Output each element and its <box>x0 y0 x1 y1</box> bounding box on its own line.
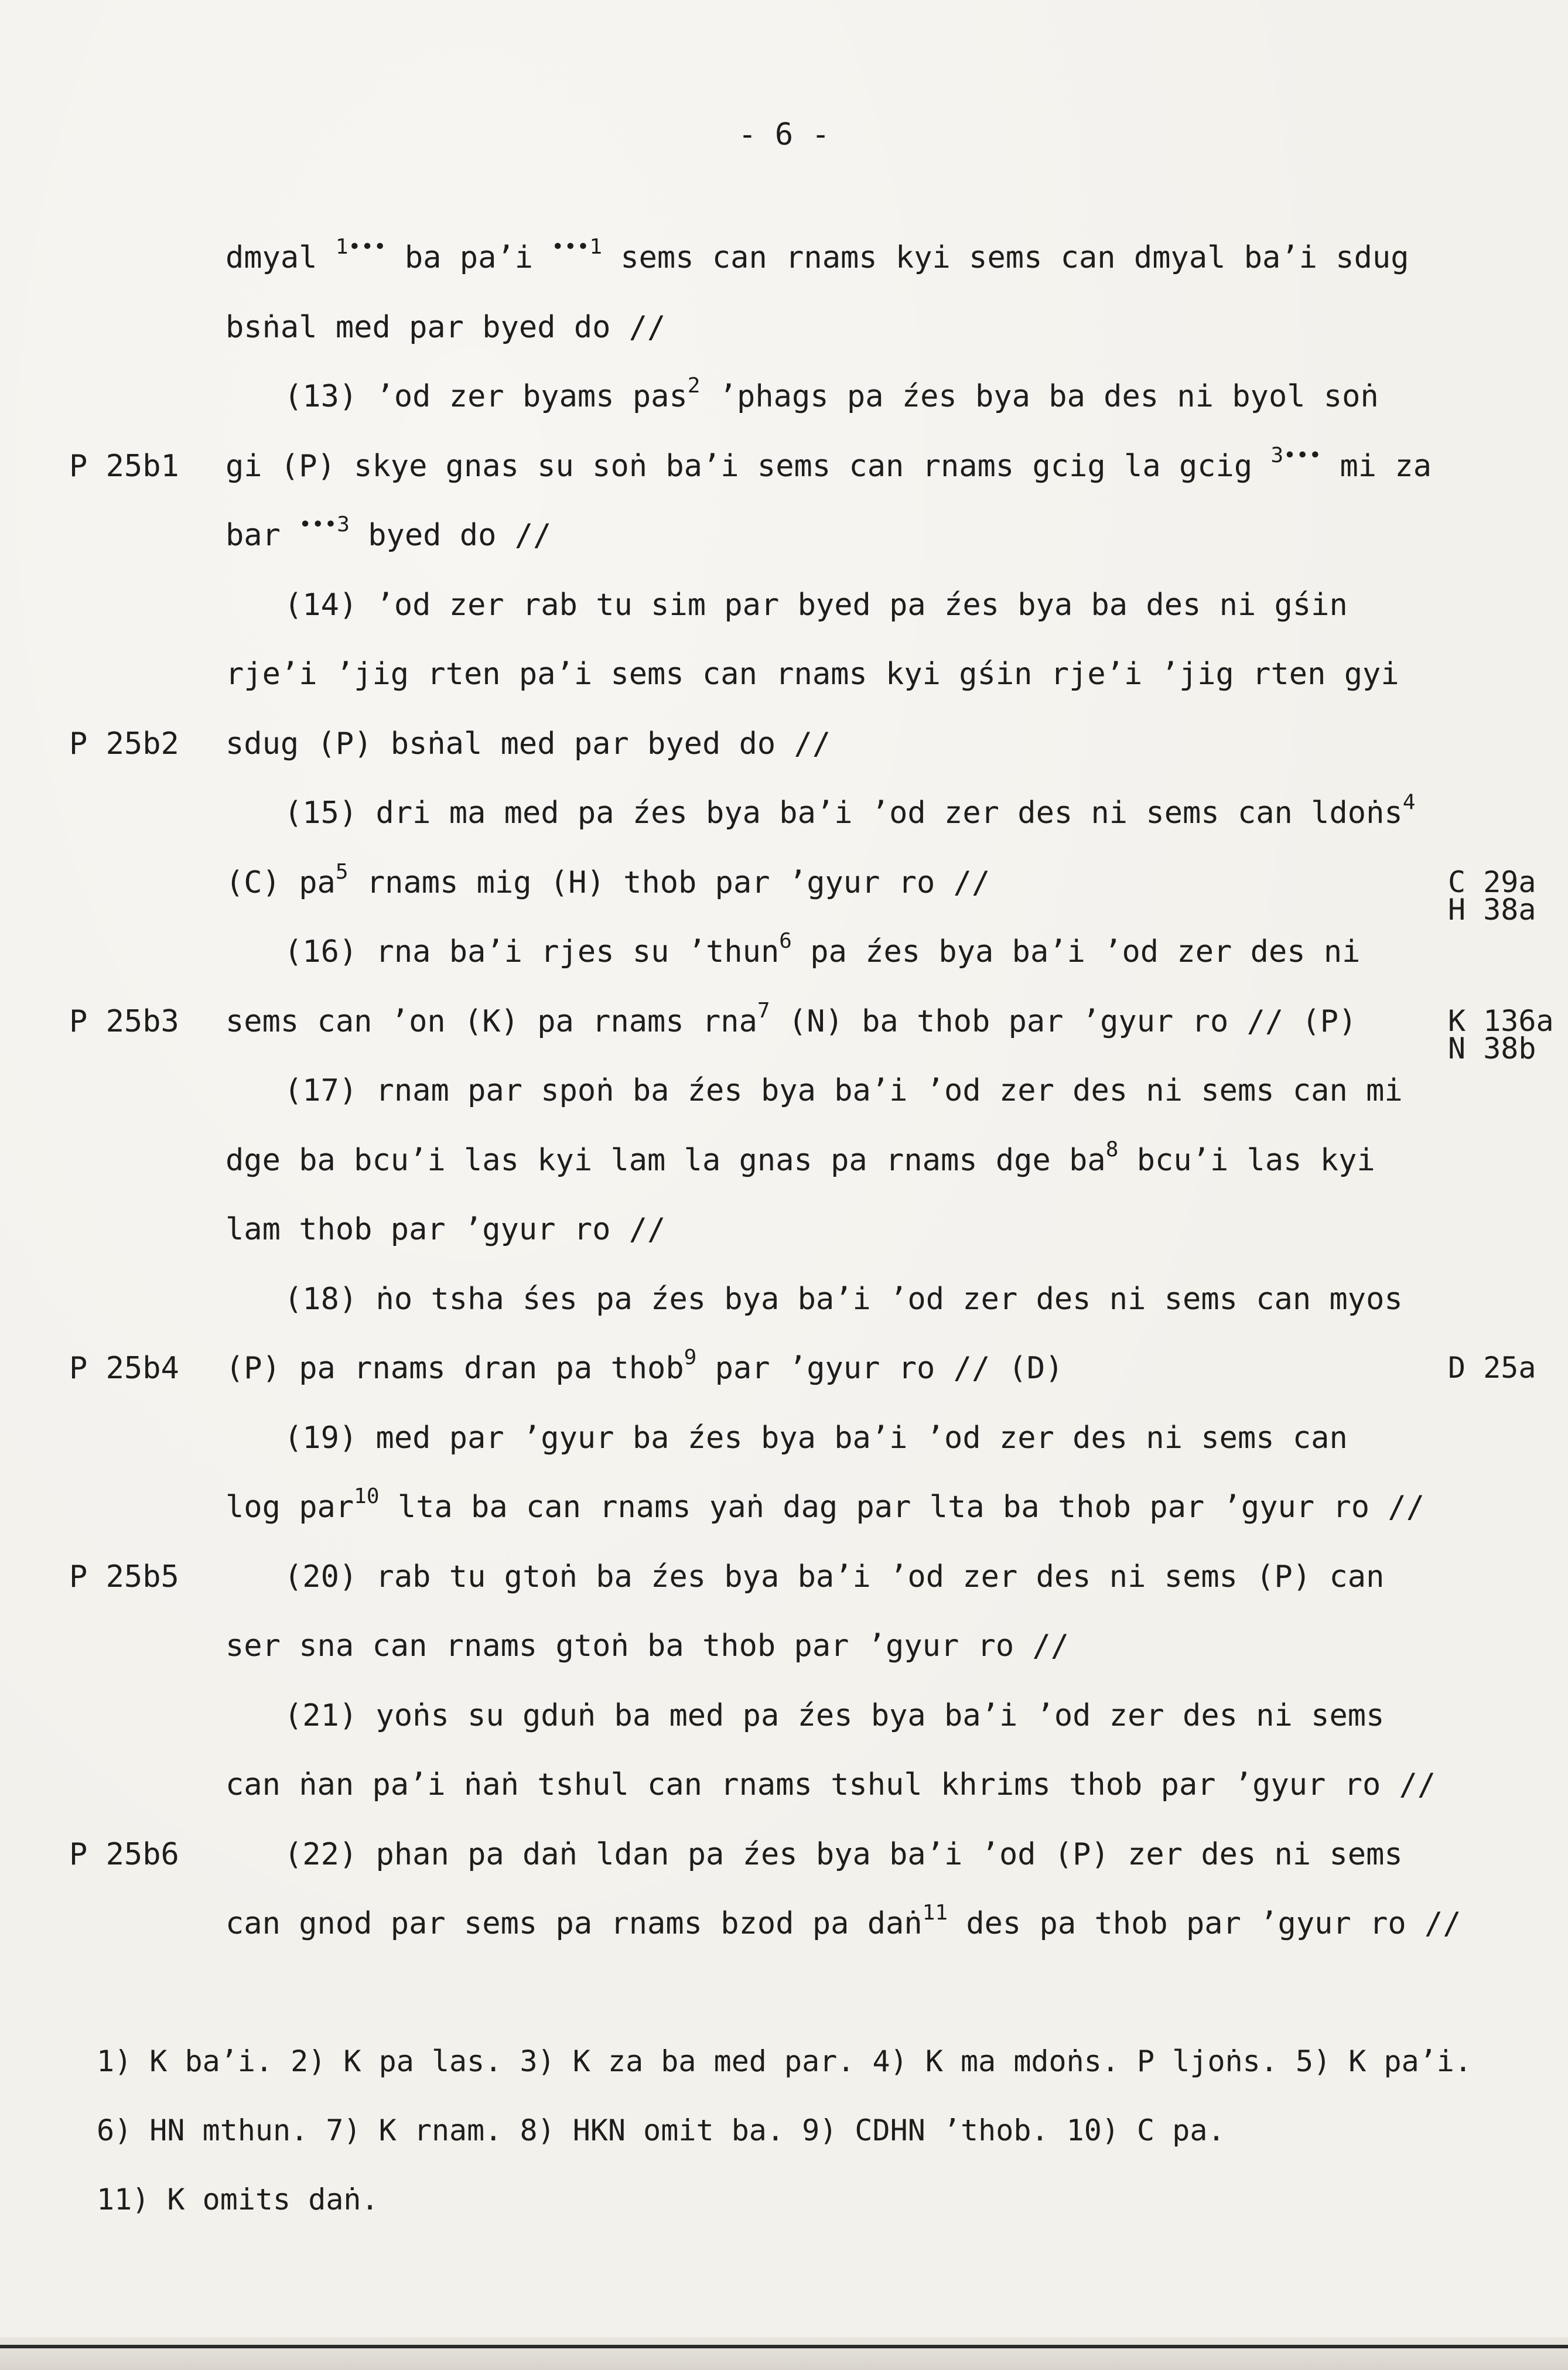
text-line: sems can ’on (K) pa rnams rna$^7$ (N) ba thob par ’gyur ro // (P) <box>226 998 1357 1039</box>
text-line: (13) ’od zer byams pas$^2$ ’phags pa źes bya ba des ni byol soṅ <box>284 374 1379 414</box>
margin-reference-right: H 38a <box>1448 892 1536 927</box>
text-line: rje’i ’jig rten pa’i sems can rnams kyi gśin rje’i ’jig rten gyi <box>226 657 1399 692</box>
margin-reference-left: P 25b5 <box>69 1559 179 1594</box>
text-line: (P) pa rnams dran pa thob$^9$ par ’gyur ro // (D) <box>226 1345 1064 1386</box>
text-line: (15) dri ma med pa źes bya ba’i ’od zer des ni sems can ldoṅs$^4$ <box>284 790 1416 831</box>
text-line: (21) yoṅs su gduṅ ba med pa źes bya ba’i ’od zer des ni sems <box>284 1698 1385 1733</box>
margin-reference-right: D 25a <box>1448 1351 1536 1385</box>
text-line: ser sna can rnams gtoṅ ba thob par ’gyur ro // <box>226 1628 1070 1664</box>
margin-reference-left: P 25b4 <box>69 1351 179 1386</box>
text-line: lam thob par ’gyur ro // <box>226 1212 666 1247</box>
margin-reference-left: P 25b2 <box>69 726 179 761</box>
margin-reference-right: C 29a <box>1448 865 1536 899</box>
page-edge <box>0 2337 1568 2370</box>
text-line: (C) $pa^5$ rnams mig (H) thob par ’gyur ro // <box>226 859 990 900</box>
text-line: (14) ’od zer rab tu sim par byed pa źes bya ba des ni gśin <box>284 587 1348 623</box>
text-line: can ṅan pa’i ṅaṅ tshul can rnams tshul khrims thob par ’gyur ro // <box>226 1767 1436 1802</box>
page-number: - 6 - <box>738 117 830 152</box>
margin-reference-left: P 25b3 <box>69 1003 179 1039</box>
footnote-line: 1) K ba’i. 2) K pa las. 3) K za ba med par. 4) K ma mdoṅs. P ljoṅs. 5) K pa’i. <box>97 2044 1472 2078</box>
text-line: dmyal $^{1•••}$ ba pa’i $^{•••1}$ sems can rnams kyi sems can dmyal ba’i sdug <box>226 235 1409 275</box>
text-line: (16) rna ba’i rjes su ’thun$^6$ pa źes bya ba’i ’od zer des ni <box>284 929 1361 969</box>
text-line: (20) rab tu gtoṅ ba źes bya ba’i ’od zer des ni sems (P) can <box>284 1559 1385 1594</box>
text-line: (18) ṅo tsha śes pa źes bya ba’i ’od zer des ni sems can myos <box>284 1281 1403 1317</box>
text-line: log par$^{10}$ lta ba can rnams yaṅ dag par lta ba thob par ’gyur ro // <box>226 1484 1424 1525</box>
text-line: gi (P) skye gnas su soṅ ba’i sems can rnams gcig la gcig $^{3•••}$ mi za <box>226 443 1432 484</box>
text-line: bsṅal med par byed do // <box>226 309 666 345</box>
bottom-rule <box>0 2345 1568 2348</box>
margin-reference-right: N 38b <box>1448 1031 1536 1066</box>
text-line: bar $^{•••3}$ byed do // <box>226 513 552 553</box>
text-line: (22) phan pa daṅ ldan pa źes bya ba’i ’od (P) zer des ni sems <box>284 1836 1403 1872</box>
margin-reference-left: P 25b6 <box>69 1836 179 1872</box>
text-line: (19) med par ’gyur ba źes bya ba’i ’od zer des ni sems can <box>284 1420 1348 1456</box>
margin-reference-right: K 136a <box>1448 1003 1554 1038</box>
footnote-line: 11) K omits daṅ. <box>97 2183 379 2217</box>
text-line: dge ba bcu’i las kyi lam la gnas pa rnams dge $ba^8$ bcu’i las kyi <box>226 1137 1375 1178</box>
text-line: (17) rnam par spoṅ ba źes bya ba’i ’od zer des ni sems can mi <box>284 1073 1403 1108</box>
margin-reference-left: P 25b1 <box>69 448 179 484</box>
text-line: can gnod par sems pa rnams bzod pa daṅ$^{11}$ des pa thob par ’gyur ro // <box>226 1901 1461 1941</box>
footnote-line: 6) HN mthun. 7) K rnam. 8) HKN omit ba. 9) CDHN ’thob. 10) C pa. <box>97 2113 1225 2147</box>
text-line: sdug (P) bsṅal med par byed do // <box>226 726 831 761</box>
